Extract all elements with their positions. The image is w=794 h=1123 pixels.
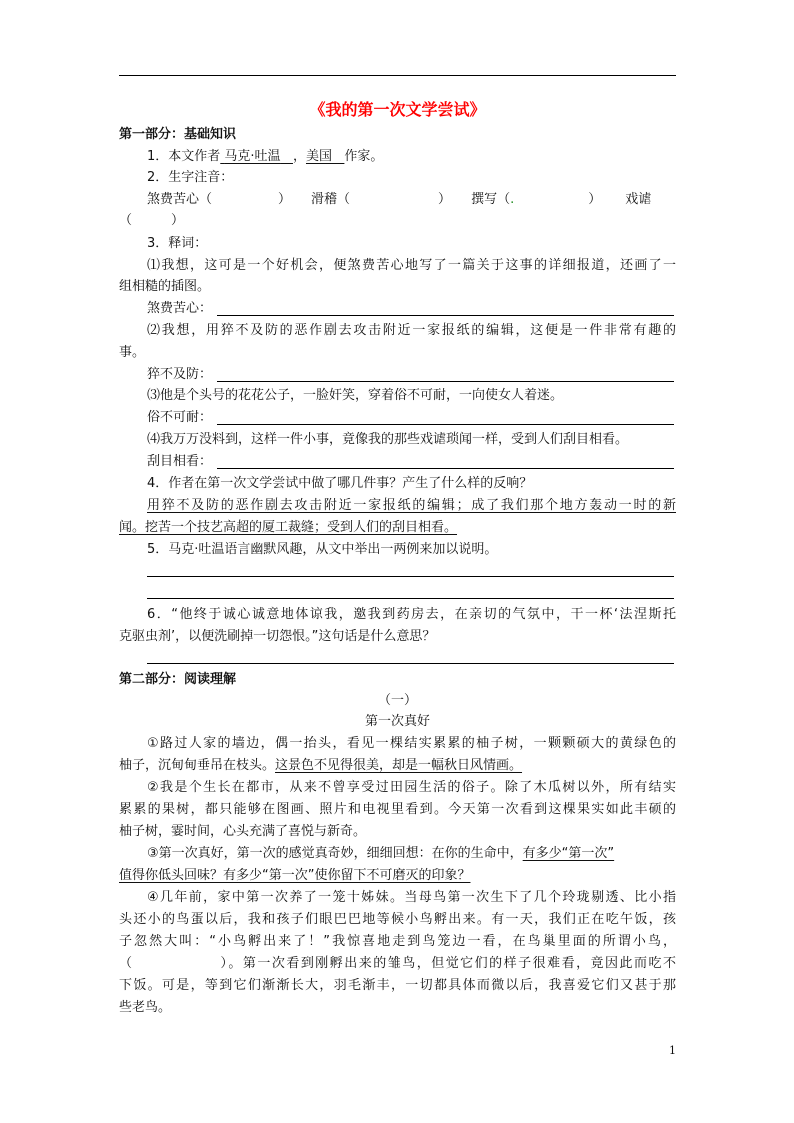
q5-answer-line-1[interactable]	[147, 576, 674, 577]
q3-sentence4: ⑷我万万没料到，这样一件小事，竟像我的那些戏谑琐闻一样，受到人们刮目相看。	[147, 432, 629, 447]
q4-question: 4．作者在第一次文学尝试中做了哪几件事？产生了什么样的反响？	[147, 476, 533, 491]
para4-line2: 头还小的鸟蛋以后，我和孩子们眼巴巴地等候小鸟孵出来。有一天，我们正在吃午饭，孩	[119, 912, 676, 927]
para4-line1: ④几年前，家中第一次养了一笼十姊妹。当母鸟第一次生下了几个玲珑剔透、比小指	[147, 890, 676, 905]
q3-term1-answer-line[interactable]	[217, 315, 674, 316]
q6-answer-line[interactable]	[147, 663, 674, 664]
q6-question-b: 克驱虫剂’，以便洗刷掉一切怨恨。”这句话是什么意思？	[119, 629, 436, 644]
q2-word4-paren: （ ）	[119, 213, 185, 228]
q4-answer-b: 闻。挖苦一个技艺高超的厦工裁缝；受到人们的刮目相看。	[119, 520, 458, 535]
q5-question: 5．马克·吐温语言幽默风趣，从文中举出一两例来加以说明。	[147, 542, 498, 557]
q2-word1: 煞费苦心（	[147, 192, 213, 207]
header-rule	[119, 75, 676, 76]
q3-term1: 煞费苦心：	[147, 301, 213, 316]
part2-heading: 第二部分：阅读理解	[119, 672, 237, 687]
part1-heading: 第一部分：基础知识	[119, 127, 237, 142]
page-number: 1	[669, 1044, 676, 1057]
q1-prefix: 1．本文作者	[147, 149, 221, 164]
q5-answer-line-2[interactable]	[147, 598, 674, 599]
q3-term3: 俗不可耐：	[147, 410, 213, 425]
q3-sentence2a: ⑵我想，用猝不及防的恶作剧去攻击附近一家报纸的编辑，这便是一件非常有趣的	[147, 323, 676, 338]
para4-line3: 子忽然大叫：“小鸟孵出来了！”我惊喜地走到鸟笼边一看，在鸟巢里面的所谓小鸟，	[119, 934, 676, 949]
section-number: （一）	[377, 693, 417, 708]
q1-country: 美国	[305, 149, 332, 164]
q2-words: 煞费苦心（ ） 滑稽（ ） 撰写（. ） 戏谑	[147, 192, 652, 207]
q2-label: 2．生字注音：	[147, 170, 234, 185]
q4-answer-a: 用猝不及防的恶作剧去攻击附近一家报纸的编辑；成了我们那个地方轰动一时的新	[147, 498, 676, 513]
q3-term2: 猝不及防：	[147, 367, 213, 382]
para4-line5: 下饭。可是，等到它们渐渐长大，羽毛渐丰，一切都具体而微以后，我喜爱它们又甚于那	[119, 978, 676, 993]
q3-label: 3．释词：	[147, 236, 208, 251]
q2-word4: 戏谑	[625, 192, 652, 207]
q3-sentence1a: ⑴我想，这可是一个好机会，便煞费苦心地写了一篇关于这事的详细报道，还画了一	[147, 258, 676, 273]
q3-sentence3: ⑶他是个头号的花花公子，一脸奸笑，穿着俗不可耐，一向使女人着迷。	[147, 388, 564, 403]
q6-question-a: 6．“他终于诚心诚意地体谅我，邀我到药房去，在亲切的气氛中，干一杯‘法涅斯托	[147, 607, 676, 622]
page-title: 《我的第一次文学尝试》	[309, 100, 486, 119]
para4-line6: 些老鸟。	[119, 1000, 172, 1015]
para1-line2: 柚子，沉甸甸垂吊在枝头。这景色不见得很美，却是一幅秋日风情画。	[119, 758, 523, 773]
q3-term3-answer-line[interactable]	[217, 424, 674, 425]
q2-word3: 撰写（	[471, 192, 511, 207]
q3-sentence1b: 组相糙的插图。	[119, 279, 211, 294]
q3-term4-answer-line[interactable]	[217, 468, 674, 469]
q3-sentence2b: 事。	[119, 345, 146, 360]
para2-line3: 柚子树，霎时间，心头充满了喜悦与新奇。	[119, 824, 367, 839]
para2-line2: 累累的果树，都只能够在图画、照片和电视里看到。今天第一次看到这棵果实如此丰硕的	[119, 802, 676, 817]
q1-sep: ，	[292, 149, 306, 164]
q3-term2-answer-line[interactable]	[217, 381, 674, 382]
para3-underlined-a: 有多少“第一次”	[522, 846, 615, 861]
q3-term4: 刮目相看：	[147, 454, 213, 469]
article-title: 第一次真好	[364, 714, 430, 729]
para1-line1: ①路过人家的墙边，偶一抬头，看见一棵结实累累的柚子树，一颗颗硕大的黄绿色的	[147, 736, 676, 751]
para1-underlined: 这景色不见得很美，却是一幅秋日风情画。	[275, 758, 523, 773]
q1-line	[119, 146, 676, 167]
para2-line1: ②我是个生长在都市，从来不曾享受过田园生活的俗子。除了木瓜树以外，所有结实	[147, 780, 676, 795]
q2-word2: 滑稽（	[311, 192, 351, 207]
q1-suffix: 作家。	[344, 149, 384, 164]
para3-underlined-b: 值得你低头回味？有多少“第一次”使你留下不可磨灭的印象？	[119, 868, 471, 883]
para4-line4: （ ）。第一次看到刚孵出来的雏鸟，但觉它们的样子很难看，竟因此而吃不	[119, 956, 676, 971]
q1-author: 马克·吐温	[224, 149, 281, 164]
para3-line1: ③第一次真好，第一次的感觉真奇妙，细细回想：在你的生命中，有多少“第一次”	[147, 846, 615, 861]
